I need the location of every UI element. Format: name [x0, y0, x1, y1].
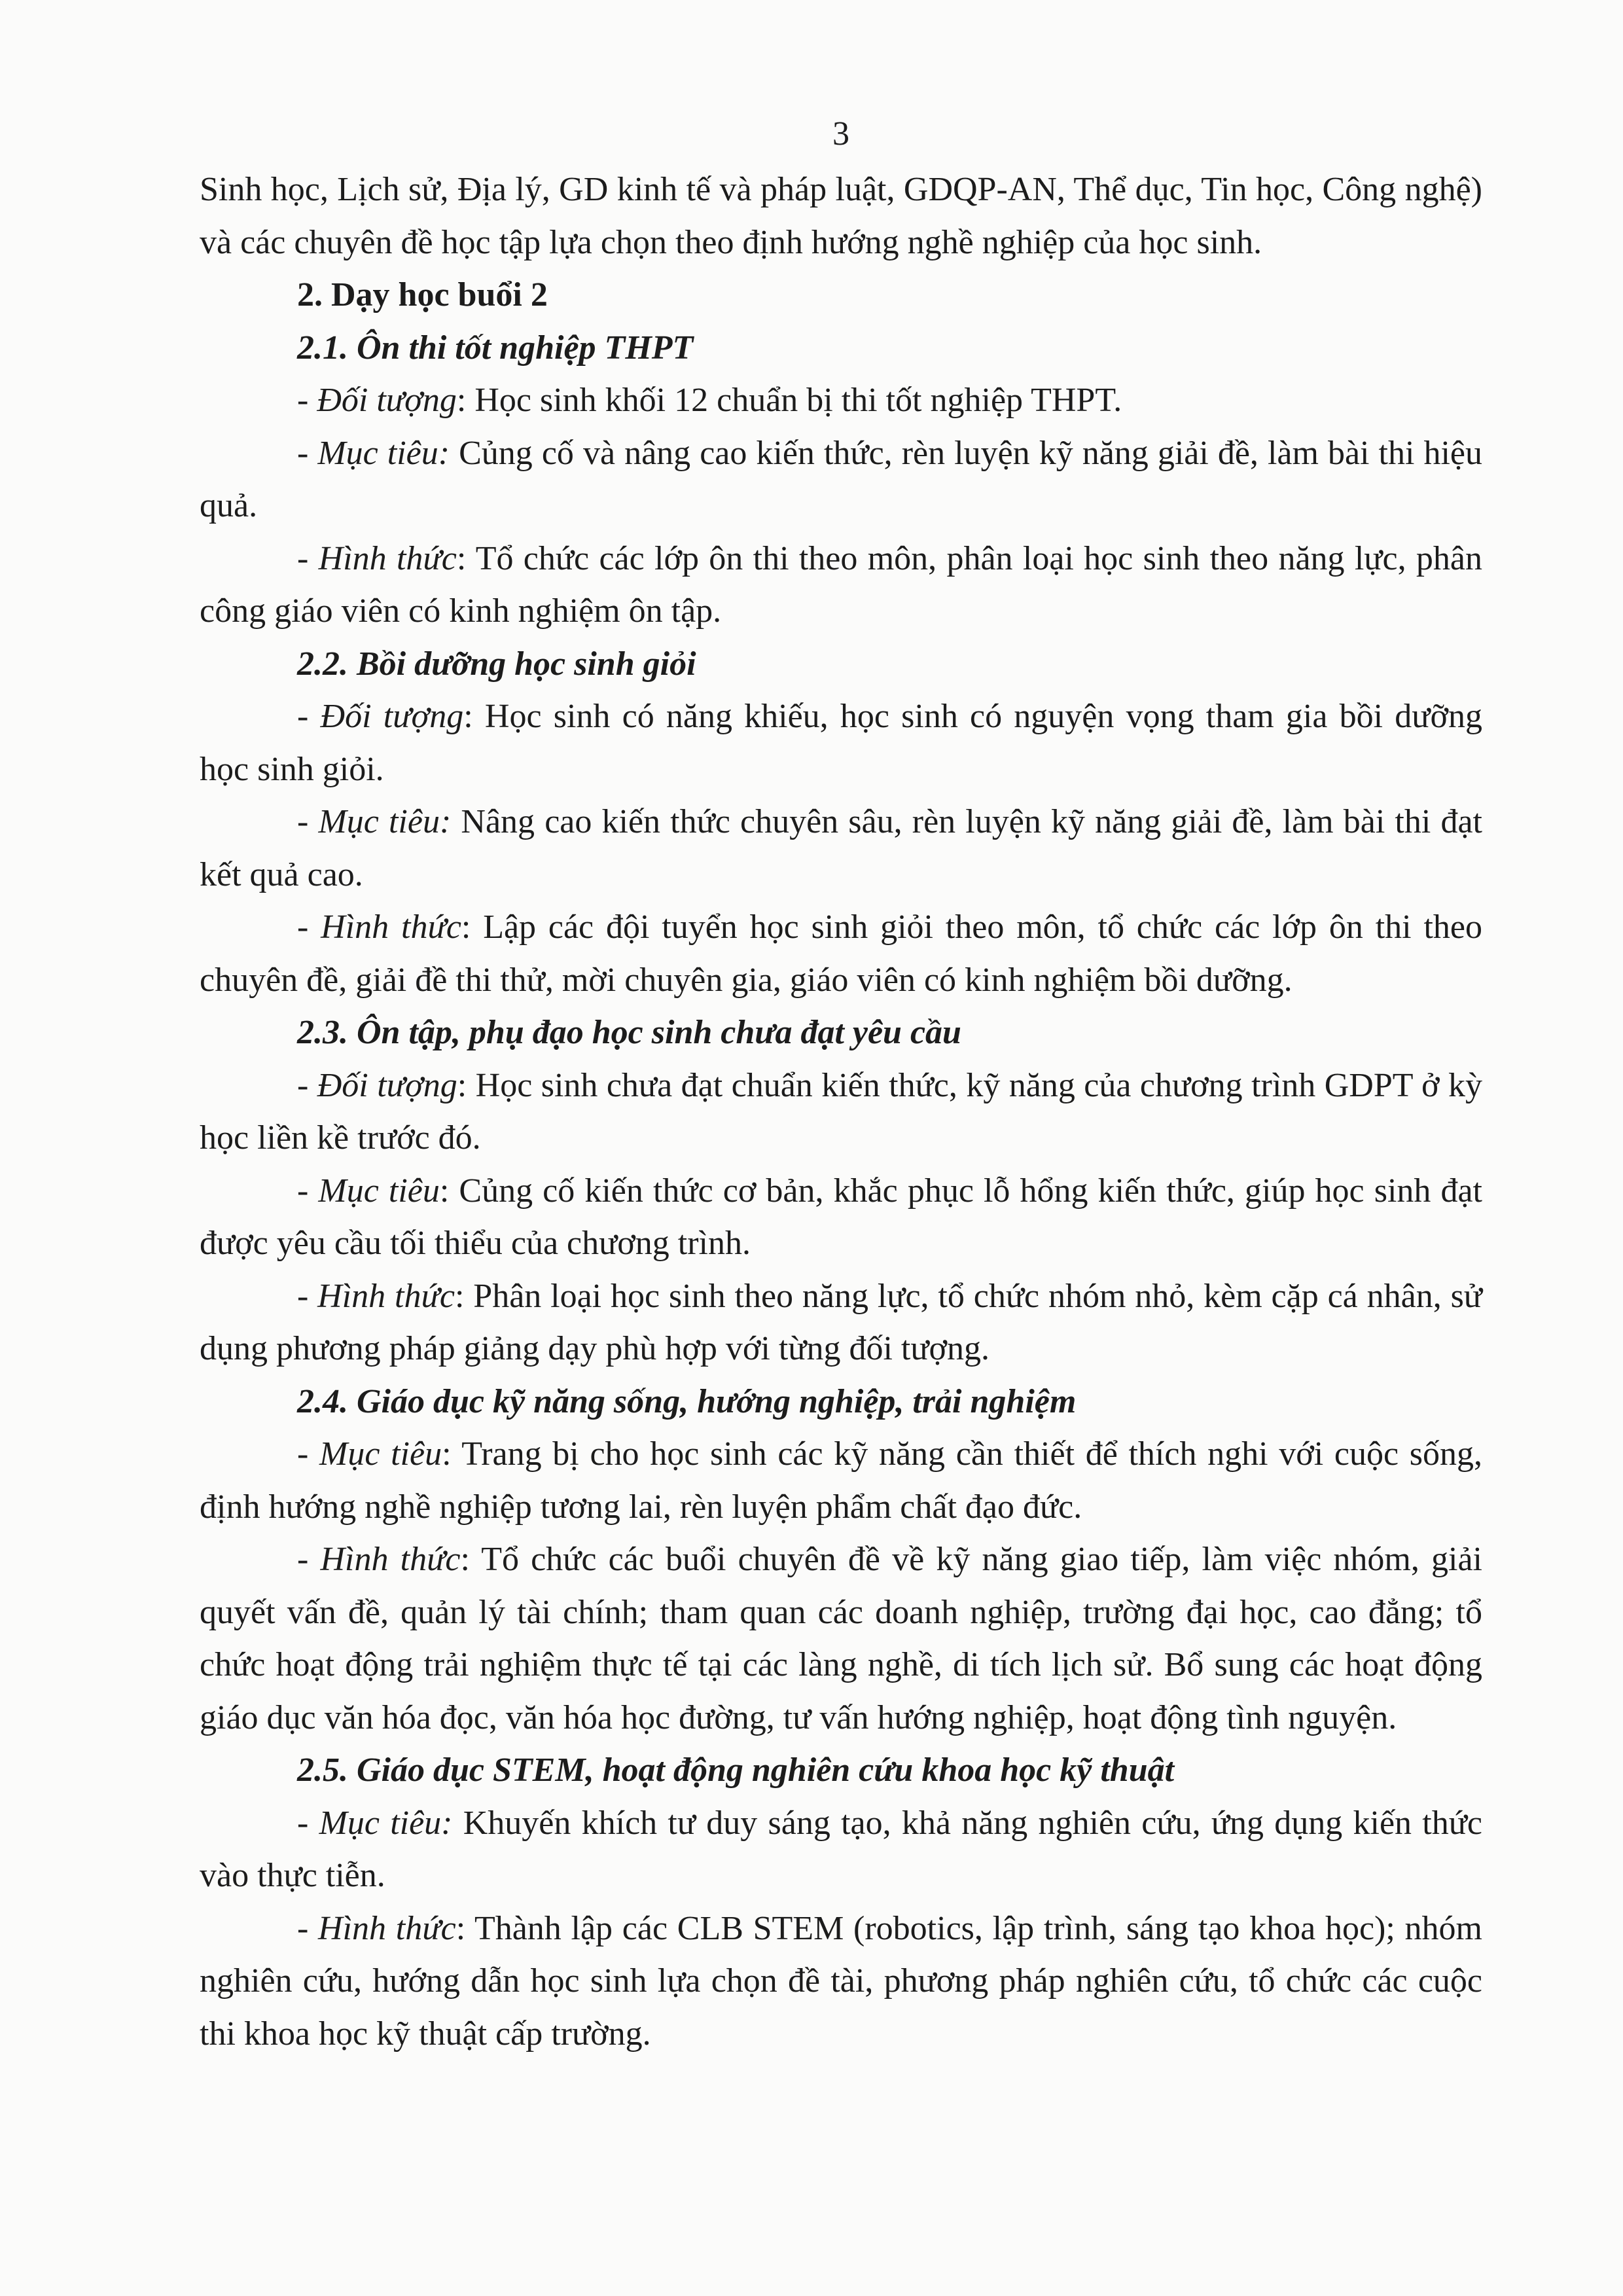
item-separator — [450, 435, 459, 472]
item-label: - Đối tượng — [297, 382, 457, 419]
section-2-heading: 2. Dạy học buổi 2 — [297, 276, 548, 314]
item-label: - Mục tiêu — [297, 1172, 440, 1210]
item-separator: : — [461, 908, 484, 946]
intro-paragraph: Sinh học, Lịch sử, Địa lý, GD kinh tế và pháp luật, GDQP-AN, Thể dục, Tin học, Công nghệ) và các chuyên đề học tập lựa chọn theo định hướng nghề nghiệp của học sinh. — [200, 171, 1482, 261]
item-separator: : — [456, 382, 475, 419]
item-label: - Mục tiêu: — [297, 1804, 453, 1842]
item-separator: : — [460, 1541, 482, 1578]
item-text: Lập các đội tuyển học sinh giỏi theo môn, tổ chức các lớp ôn thi theo chuyên đề, giải đề thi thử, mời chuyên gia, giáo viên có kinh nghiệm bồi dưỡng. — [200, 908, 1482, 999]
subsection-2-5-heading: 2.5. Giáo dục STEM, hoạt động nghiên cứu khoa học kỹ thuật — [297, 1751, 1175, 1789]
item-label: - Hình thức — [297, 1277, 455, 1315]
item-text: Phân loại học sinh theo năng lực, tổ chức nhóm nhỏ, kèm cặp cá nhân, sử dụng phương pháp giảng dạy phù hợp với từng đối tượng. — [200, 1277, 1482, 1367]
document-body — [200, 164, 1482, 2060]
item-text: Thành lập các CLB STEM (robotics, lập trình, sáng tạo khoa học); nhóm nghiên cứu, hướng dẫn học sinh lựa chọn đề tài, phương pháp nghiên cứu, tổ chức các cuộc thi khoa học kỹ thuật cấp trường. — [200, 1909, 1482, 2053]
item-separator: : — [439, 1172, 459, 1210]
item-label: - Mục tiêu: — [297, 434, 450, 472]
item-separator: : — [463, 698, 485, 735]
subsection-2-4-objective — [200, 1428, 1482, 1534]
subsection-2-4-format — [200, 1534, 1482, 1744]
item-text: Nâng cao kiến thức chuyên sâu, rèn luyện kỹ năng giải đề, làm bài thi đạt kết quả cao. — [200, 803, 1482, 893]
item-separator — [453, 1804, 463, 1842]
item-separator: : — [442, 1435, 462, 1473]
subsection-2-3-objective — [200, 1165, 1482, 1270]
subsection-2-1-heading: 2.1. Ôn thi tốt nghiệp THPT — [297, 329, 694, 367]
subsection-2-3-format — [200, 1270, 1482, 1376]
item-label: - Hình thức — [297, 908, 461, 946]
subsection-2-1-target — [200, 374, 1482, 427]
subsection-2-5-format — [200, 1903, 1482, 2061]
item-label: - Hình thức — [297, 1909, 456, 1947]
page-number: 3 — [832, 115, 849, 152]
subsection-2-5-objective — [200, 1797, 1482, 1903]
subsection-2-1-objective — [200, 427, 1482, 533]
item-label: - Mục tiêu: — [297, 803, 452, 840]
subsection-2-1-format — [200, 533, 1482, 638]
subsection-2-3-heading: 2.3. Ôn tập, phụ đạo học sinh chưa đạt yêu cầu — [297, 1014, 961, 1051]
subsection-2-3-target — [200, 1060, 1482, 1165]
subsection-2-2-objective — [200, 796, 1482, 901]
item-separator: : — [456, 539, 476, 577]
subsection-2-2-format — [200, 901, 1482, 1007]
subsection-2-2-heading: 2.2. Bồi dưỡng học sinh giỏi — [297, 645, 696, 683]
item-text: Củng cố kiến thức cơ bản, khắc phục lỗ hổng kiến thức, giúp học sinh đạt được yêu cầu tối thiểu của chương trình. — [200, 1172, 1483, 1262]
item-text: Khuyến khích tư duy sáng tạo, khả năng nghiên cứu, ứng dụng kiến thức vào thực tiễn. — [200, 1804, 1482, 1894]
item-separator: : — [457, 1066, 476, 1104]
item-text: Củng cố và nâng cao kiến thức, rèn luyện kỹ năng giải đề, làm bài thi hiệu quả. — [200, 434, 1482, 524]
item-text: Tổ chức các buổi chuyên đề về kỹ năng giao tiếp, làm việc nhóm, giải quyết vấn đề, quản lý tài chính; tham quan các doanh nghiệp, trường đại học, cao đẳng; tổ chức hoạt động trải nghiệm thực tế tại các làng nghề, di tích lịch sử. Bổ sung các hoạt động giáo dục văn hóa đọc, văn hóa học đường, tư vấn hướng nghiệp, hoạt động tình nguyện. — [200, 1541, 1482, 1736]
item-text: Học sinh có năng khiếu, học sinh có nguyện vọng tham gia bồi dưỡng học sinh giỏi. — [200, 698, 1482, 788]
item-label: - Đối tượng — [297, 1066, 457, 1104]
item-label: - Đối tượng — [297, 698, 464, 735]
item-text: Học sinh chưa đạt chuẩn kiến thức, kỹ năng của chương trình GDPT ở kỳ học liền kề trước đó. — [200, 1066, 1482, 1157]
subsection-2-2-target — [200, 691, 1482, 796]
item-separator: : — [455, 1909, 474, 1947]
item-label: - Hình thức — [297, 539, 457, 577]
item-text: Học sinh khối 12 chuẩn bị thi tốt nghiệp THPT. — [474, 382, 1122, 419]
item-separator: : — [454, 1277, 474, 1315]
item-separator — [451, 803, 461, 840]
item-text: Tổ chức các lớp ôn thi theo môn, phân loại học sinh theo năng lực, phân công giáo viên có kinh nghiệm ôn tập. — [200, 539, 1482, 630]
item-text: Trang bị cho học sinh các kỹ năng cần thiết để thích nghi với cuộc sống, định hướng nghề nghiệp tương lai, rèn luyện phẩm chất đạo đức. — [200, 1435, 1483, 1526]
subsection-2-4-heading: 2.4. Giáo dục kỹ năng sống, hướng nghiệp, trải nghiệm — [297, 1382, 1077, 1420]
item-label: - Mục tiêu — [297, 1435, 442, 1473]
item-label: - Hình thức — [297, 1541, 461, 1578]
